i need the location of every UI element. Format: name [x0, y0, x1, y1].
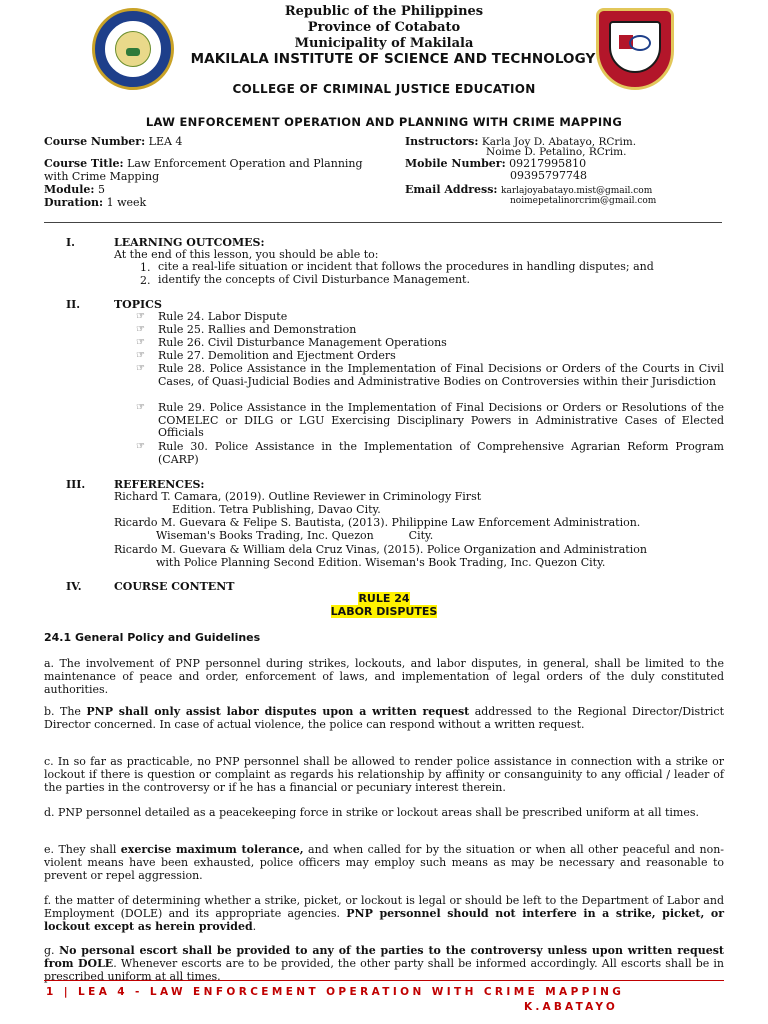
reference-line: Ricardo M. Guevara & William dela Cruz Vinas, (2015). Police Organization and Administration — [114, 543, 647, 556]
section-4-number: IV. — [66, 580, 82, 593]
topic-item: Rule 25. Rallies and Demonstration — [158, 323, 357, 336]
pointing-hand-icon: ☞ — [136, 337, 145, 348]
mobile-number-2: 09395797748 — [510, 169, 587, 182]
college-name: COLLEGE OF CRIMINAL JUSTICE EDUCATION — [232, 82, 536, 96]
pointing-hand-icon: ☞ — [136, 402, 145, 413]
topic-item: Rule 29. Police Assistance in the Implementation of Final Decisions or Orders or Resolutions of the COMELEC or DILG or LGU Exercising Disciplinary Powers in Administrative Cases of Elected Officials — [158, 401, 724, 439]
rule-label: RULE 24 — [358, 592, 410, 605]
paragraph-c: c. In so far as practicable, no PNP personnel shall be allowed to render police assistance in connection with a strike or lockout if there is question or complaint as regards his relationship by affinity or consanguinity to any official / leader of the parties in the controversy or if he has a financial or pecuniary interest therein. — [44, 755, 724, 794]
paragraph-g: g. No personal escort shall be provided to any of the parties to the controversy unless upon written request from DOLE. Whenever escorts are to be provided, the other party shall be informed accordingly. All escorts shall be in prescribed uniform at all times. — [44, 944, 724, 983]
email-address-2: noimepetalinorcrim@gmail.com — [510, 196, 657, 206]
topic-item: Rule 27. Demolition and Ejectment Orders — [158, 349, 396, 362]
reference-line: with Police Planning Second Edition. Wiseman's Book Trading, Inc. Quezon City. — [156, 556, 606, 569]
header-divider — [44, 222, 722, 223]
section-1-intro: At the end of this lesson, you should be able to: — [114, 248, 379, 261]
paragraph-e: e. They shall exercise maximum tolerance, and when called for by the situation or when all other peaceful and non-violent means have been exhausted, police officers may employ such means as may be necessary and reasonable to prevent or repel aggression. — [44, 843, 724, 882]
reference-line: Ricardo M. Guevara & Felipe S. Bautista, (2013). Philippine Law Enforcement Administration. — [114, 516, 641, 529]
document-title: LAW ENFORCEMENT OPERATION AND PLANNING WITH CRIME MAPPING — [145, 115, 623, 129]
outcome-1-number: 1. — [140, 261, 151, 274]
reference-line: Edition. Tetra Publishing, Davao City. — [172, 503, 381, 516]
outcome-2-number: 2. — [140, 274, 151, 287]
header-republic: Republic of the Philippines — [284, 4, 484, 19]
paragraph-d: d. PNP personnel detailed as a peacekeeping force in strike or lockout areas shall be prescribed uniform at all times. — [44, 806, 699, 819]
section-3-number: III. — [66, 478, 86, 491]
section-2-number: II. — [66, 298, 81, 311]
footer-divider — [44, 980, 724, 981]
email-address: Email Address: karlajoyabatayo.mist@gmail.com — [405, 183, 653, 196]
mobile-number: Mobile Number: 09217995810 — [405, 157, 587, 170]
outcome-2-text: identify the concepts of Civil Disturbance Management. — [158, 273, 470, 286]
course-title-cont: with Crime Mapping — [44, 170, 160, 183]
instructor-2: Noime D. Petalino, RCrim. — [486, 146, 627, 158]
section-2-title: TOPICS — [114, 298, 162, 311]
header-province: Province of Cotabato — [307, 20, 461, 35]
duration: Duration: 1 week — [44, 196, 147, 209]
paragraph-f: f. the matter of determining whether a strike, picket, or lockout is legal or should be left to the Department of Labor and Employment (DOLE) and its appropriate agencies. PNP personnel should not interfere in a strike, picket, or lockout except as herein provided. — [44, 894, 725, 933]
topic-item: Rule 24. Labor Dispute — [158, 310, 288, 323]
reference-line: Wiseman's Books Trading, Inc. Quezon City. — [156, 529, 434, 542]
reference-line: Richard T. Camara, (2019). Outline Reviewer in Criminology First — [114, 490, 482, 503]
section-1-number: I. — [66, 236, 75, 249]
topic-item: Rule 30. Police Assistance in the Implementation of Comprehensive Agrarian Reform Program (CARP) — [158, 440, 724, 466]
header-institution: MAKILALA INSTITUTE OF SCIENCE AND TECHNOLOGY — [190, 51, 596, 67]
topic-item: Rule 28. Police Assistance in the Implementation of Final Decisions or Orders of the Courts in Civil Cases, of Quasi-Judicial Bodies and Administrative Bodies on Controversies within their Jurisdiction — [158, 362, 724, 388]
module: Module: 5 — [44, 183, 105, 196]
footer-author: K.ABATAYO — [524, 1001, 618, 1013]
pointing-hand-icon: ☞ — [136, 441, 145, 452]
pointing-hand-icon: ☞ — [136, 350, 145, 361]
pointing-hand-icon: ☞ — [136, 324, 145, 335]
policy-heading: 24.1 General Policy and Guidelines — [44, 631, 261, 644]
course-title: Course Title: Law Enforcement Operation and Planning — [44, 157, 363, 170]
course-number: Course Number: LEA 4 — [44, 135, 183, 148]
topic-item: Rule 26. Civil Disturbance Management Operations — [158, 336, 447, 349]
section-3-title: REFERENCES: — [114, 478, 205, 491]
paragraph-b: b. The PNP shall only assist labor disputes upon a written request addressed to the Regional Director/District Director concerned. In case of actual violence, the police can respond without a written request. — [44, 705, 724, 731]
section-4-title: COURSE CONTENT — [114, 580, 235, 593]
instructors: Instructors: Karla Joy D. Abatayo, RCrim. — [405, 135, 637, 148]
rule-title: LABOR DISPUTES — [330, 605, 438, 618]
paragraph-a: a. The involvement of PNP personnel during strikes, lockouts, and labor disputes, in general, shall be limited to the maintenance of peace and order, enforcement of laws, and implementation of legal orders of the duly constituted authorities. — [44, 657, 724, 696]
header-municipality: Municipality of Makilala — [294, 36, 474, 51]
outcome-1-text: cite a real-life situation or incident that follows the procedures in handling disputes; and — [158, 260, 654, 273]
pointing-hand-icon: ☞ — [136, 363, 145, 374]
section-1-title: LEARNING OUTCOMES: — [114, 236, 265, 249]
pointing-hand-icon: ☞ — [136, 311, 145, 322]
footer-course-line: 1 | LEA 4 - LAW ENFORCEMENT OPERATION WITH CRIME MAPPING — [46, 986, 625, 998]
